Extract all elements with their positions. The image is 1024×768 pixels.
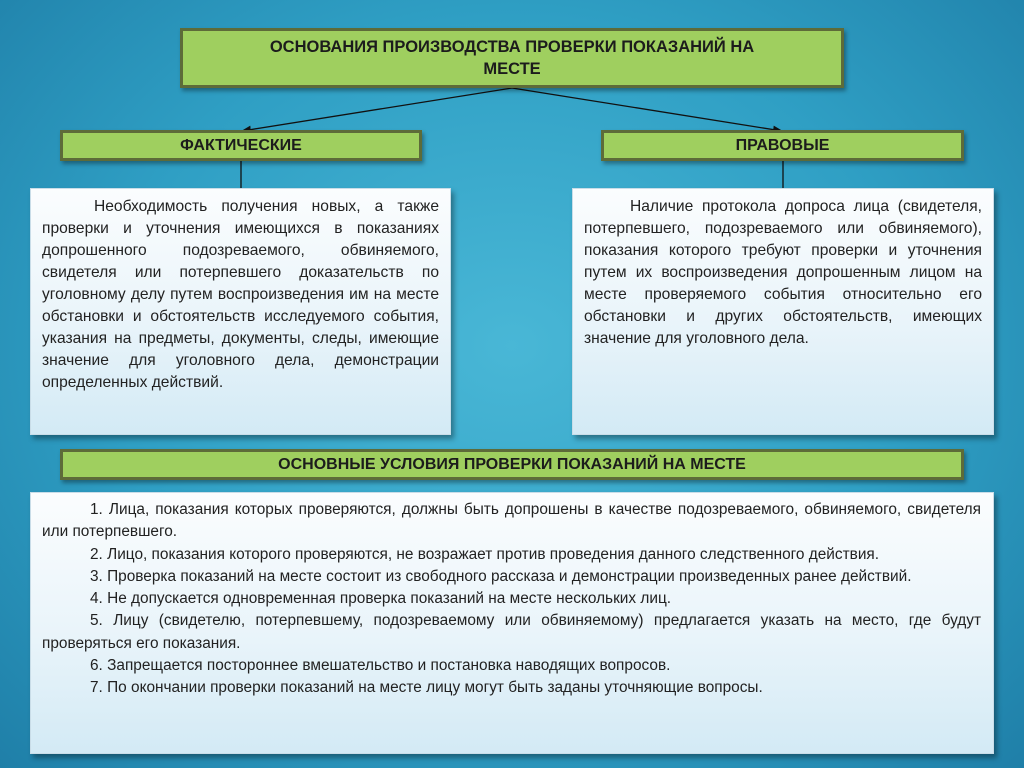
legal-text-box xyxy=(572,188,994,435)
conditions-box xyxy=(30,492,994,754)
arrow-to-factual xyxy=(242,88,512,131)
condition-item: 4. Не допускается одновременная проверка показаний на месте нескольких лиц. xyxy=(90,590,672,608)
condition-item: 6. Запрещается постороннее вмешательство и постановка наводящих вопросов. xyxy=(90,657,671,675)
legal-heading xyxy=(601,130,964,161)
conditions-heading-text: ОСНОВНЫЕ УСЛОВИЯ ПРОВЕРКИ ПОКАЗАНИЙ НА МЕСТЕ xyxy=(278,455,746,473)
legal-text: Наличие протокола допроса лица (свидетеля, потерпевшего, подозреваемого или обвиняемого), показания которого требуют проверки и уточнения путем их воспроизведения допрошенным лицом на месте проверяемого события относительно его обстановки и других обстоятельств, имеющих значение для уголовного дела. xyxy=(584,198,982,347)
condition-item: 3. Проверка показаний на месте состоит из свободного рассказа и демонстрации произведенных ранее действий. xyxy=(90,567,912,585)
condition-item: 1. Лица, показания которых проверяются, должны быть допрошены в качестве подозреваемого, обвиняемого, свидетеля или потерпевшего. xyxy=(42,501,981,541)
factual-heading xyxy=(60,130,422,161)
legal-heading-text: ПРАВОВЫЕ xyxy=(735,136,830,154)
main-title xyxy=(180,28,844,88)
condition-item: 7. По окончании проверки показаний на месте лицу могут быть заданы уточняющие вопросы. xyxy=(90,679,763,697)
factual-text: Необходимость получения новых, а также проверки и уточнения имеющихся в показаниях допрошенного подозреваемого, обвиняемого, свидетеля или потерпевшего доказательств по уголовному делу путем воспроизведения им на месте обстановки и обстоятельств исследуемого события, указания на предметы, документы, следы, имеющие значение для уголовного дела, демонстрации определенных действий. xyxy=(42,198,439,391)
factual-text-box xyxy=(30,188,451,435)
main-title-text: ОСНОВАНИЯ ПРОИЗВОДСТВА ПРОВЕРКИ ПОКАЗАНИЙ НА МЕСТЕ xyxy=(269,38,755,78)
condition-item: 2. Лицо, показания которого проверяются, не возражает против проведения данного следственного действия. xyxy=(90,545,880,563)
conditions-heading xyxy=(60,449,964,480)
condition-item: 5. Лицу (свидетелю, потерпевшему, подозреваемому или обвиняемому) предлагается указать на место, где будут проверяться его показания. xyxy=(42,612,981,652)
factual-heading-text: ФАКТИЧЕСКИЕ xyxy=(180,136,302,154)
arrow-to-legal xyxy=(512,88,782,131)
